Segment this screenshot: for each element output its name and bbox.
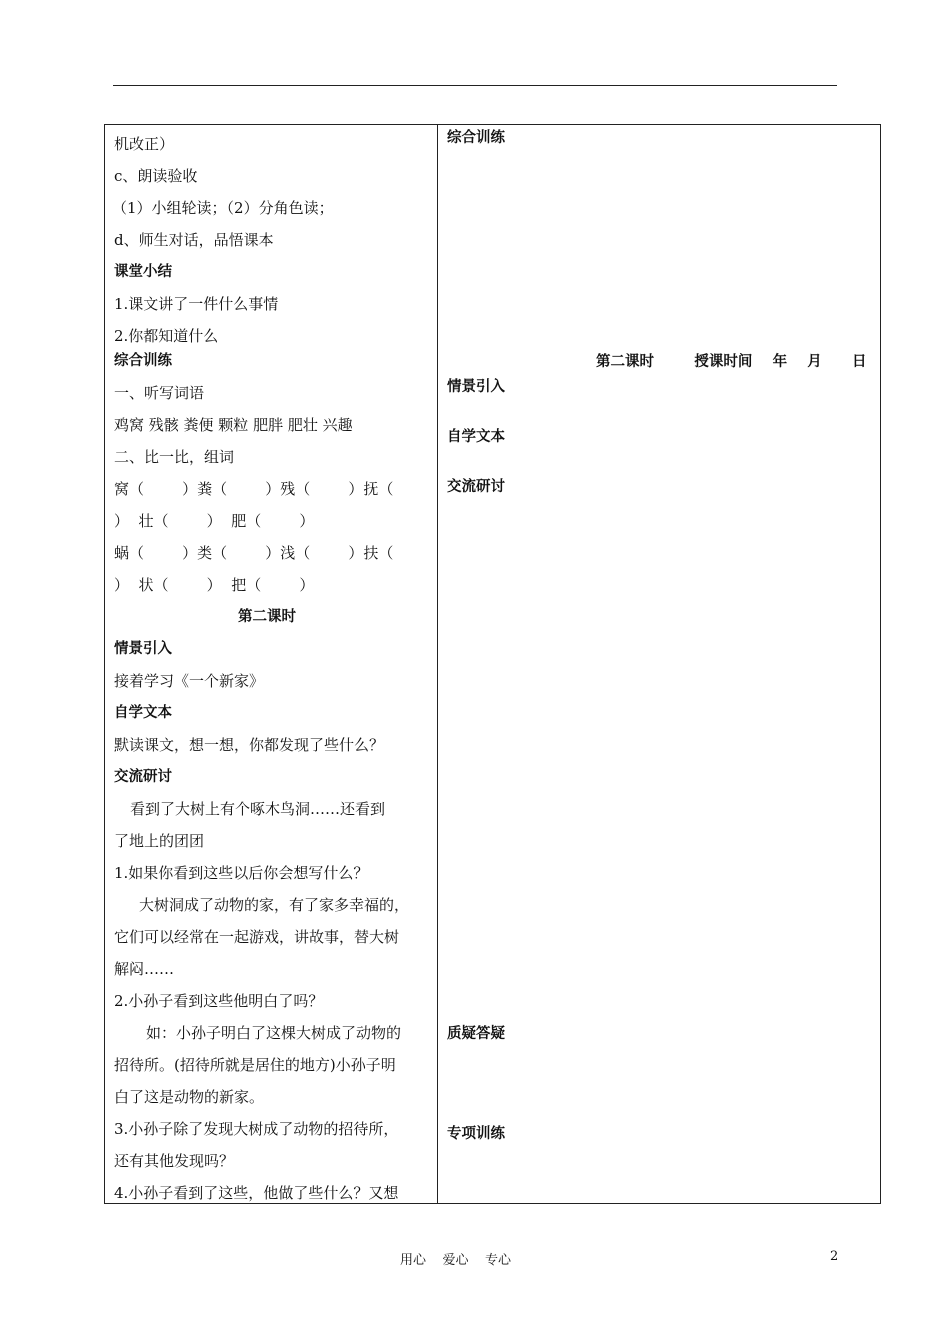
text-line: （1）小组轮读；（2）分角色读；: [112, 199, 334, 217]
text-line: d、师生对话，品悟课本: [114, 231, 274, 249]
section-heading: 专项训练: [447, 1126, 505, 1142]
exercise-line: 窝（ ）粪（ ）残（ ）抚（: [114, 480, 394, 498]
text-line: 2.你都知道什么: [114, 327, 219, 345]
section-heading: 情景引入: [114, 641, 172, 657]
page-number: 2: [830, 1249, 839, 1264]
text-line: 看到了大树上有个啄木鸟洞……还看到: [130, 800, 386, 818]
text-line: 招待所。(招待所就是居住的地方)小孙子明: [114, 1056, 396, 1074]
text-line: 一、听写词语: [114, 384, 205, 402]
text-line: c、朗读验收: [114, 167, 198, 185]
text-line: 大树洞成了动物的家，有了家多幸福的，: [139, 896, 410, 914]
section-heading: 交流研讨: [114, 769, 172, 785]
lesson-header: 第二课时 授课时间 年 月 日: [596, 354, 867, 370]
text-line: 3.小孙子除了发现大树成了动物的招待所，: [114, 1120, 399, 1138]
section-heading: 质疑答疑: [447, 1026, 505, 1042]
exercise-line: ） 壮（ ） 肥（ ）: [114, 512, 315, 530]
text-line: 了地上的团团: [114, 832, 205, 850]
section-heading: 综合训练: [447, 130, 505, 146]
section-heading: 课堂小结: [114, 264, 172, 280]
exercise-line: ） 状（ ） 把（ ）: [114, 576, 315, 594]
text-line: 如：小孙子明白了这棵大树成了动物的: [146, 1024, 402, 1042]
section-heading: 情景引入: [447, 379, 505, 395]
footer-motto: 用心 爱心 专心: [400, 1253, 512, 1268]
text-line: 它们可以经常在一起游戏，讲故事，替大树: [114, 928, 400, 946]
column-divider: [437, 124, 438, 1204]
word-list: 鸡窝 残骸 粪便 颗粒 肥胖 肥壮 兴趣: [114, 416, 353, 434]
text-line: 1.课文讲了一件什么事情: [114, 295, 279, 313]
section-heading: 交流研讨: [447, 479, 505, 495]
section-heading: 综合训练: [114, 353, 172, 369]
text-line: 2.小孙子看到这些他明白了吗？: [114, 992, 324, 1010]
text-line: 二、比一比，组词: [114, 448, 235, 466]
header-rule: [113, 85, 837, 86]
lesson-title: 第二课时: [238, 609, 296, 625]
text-line: 解闷……: [114, 960, 175, 978]
exercise-line: 蜗（ ）类（ ）浅（ ）扶（: [114, 544, 394, 562]
text-line: 白了这是动物的新家。: [114, 1088, 265, 1106]
section-heading: 自学文本: [114, 705, 172, 721]
section-heading: 自学文本: [447, 429, 505, 445]
text-line: 还有其他发现吗？: [114, 1152, 235, 1170]
text-line: 机改正）: [114, 135, 175, 153]
text-line: 4.小孙子看到了这些，他做了些什么？又想: [114, 1184, 399, 1202]
text-line: 默读课文，想一想，你都发现了些什么？: [114, 736, 385, 754]
text-line: 接着学习《一个新家》: [114, 672, 265, 690]
text-line: 1.如果你看到这些以后你会想写什么？: [114, 864, 369, 882]
